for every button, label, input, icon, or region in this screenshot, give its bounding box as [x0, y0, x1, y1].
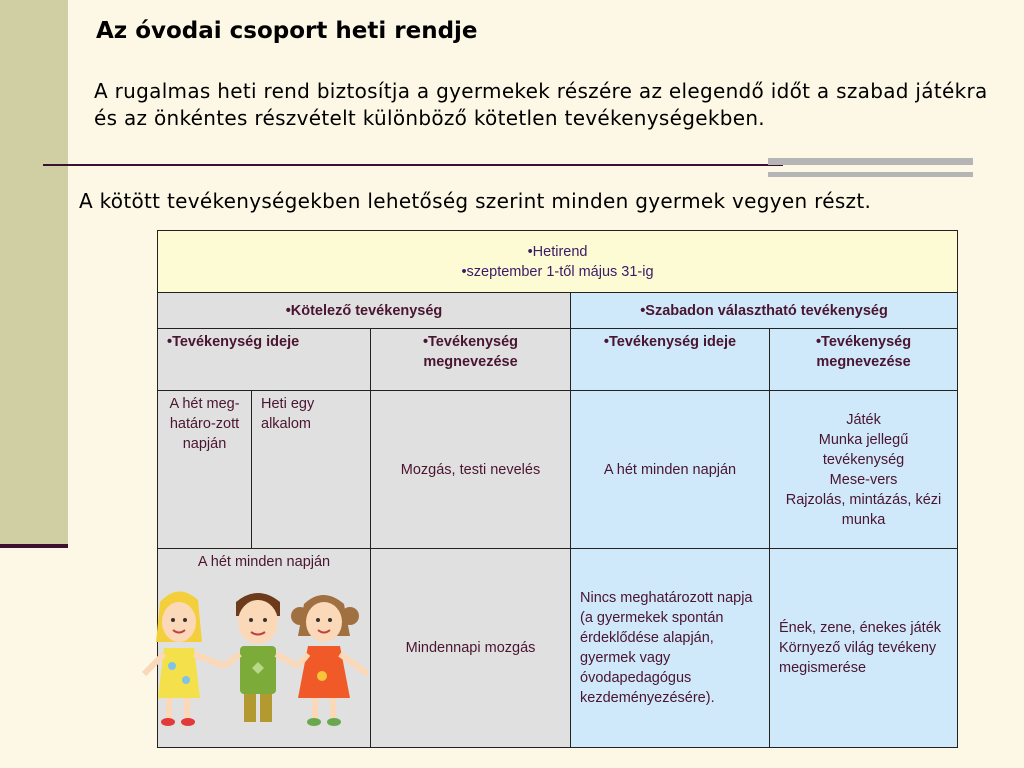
- activity-line: Mese-vers: [829, 471, 898, 488]
- children-illustration: [138, 582, 378, 732]
- decor-bar-bottom: [768, 172, 973, 177]
- subtitle: A kötött tevékenységekben lehetőség szerint minden gyermek vegyen részt.: [79, 189, 872, 213]
- row2-activity: Mindennapi mozgás: [371, 549, 571, 748]
- divider-line: [43, 164, 783, 166]
- girl-red-dress-figure: [291, 595, 368, 726]
- decor-bar-top: [768, 158, 973, 165]
- row1-day: A hét meg-határo-zott napján: [158, 391, 252, 549]
- activity-line: Környező világ tevékeny megismerése: [779, 640, 937, 676]
- girl-blonde-figure: [144, 591, 224, 726]
- activity-line: Rajzolás, mintázás, kézi munka: [785, 491, 942, 528]
- sub-time-mandatory: •Tevékenység ideje: [158, 329, 371, 391]
- header-line: •Hetirend: [527, 243, 588, 260]
- activity-line: Munka jellegű tevékenység: [818, 431, 909, 468]
- page-title: Az óvodai csoport heti rendje: [96, 18, 478, 44]
- left-decor-band: [0, 0, 68, 545]
- sub-time-optional: •Tevékenység ideje: [571, 329, 770, 391]
- sub-name-mandatory: •Tevékenység megnevezése: [371, 329, 571, 391]
- header-line: •szeptember 1-től május 31-ig: [461, 263, 654, 280]
- activity-line: Ének, zene, énekes játék: [779, 620, 942, 636]
- header-cell: [158, 231, 958, 293]
- col-mandatory: •Kötelező tevékenység: [158, 293, 571, 329]
- row1-freq: Heti egy alkalom: [252, 391, 371, 549]
- intro-paragraph: A rugalmas heti rend biztosítja a gyermekek részére az elegendő időt a szabad játékra és az önkéntes részvételt különböző kötetlen tevékenységekben.: [94, 79, 988, 130]
- row2-time: A hét minden napján: [158, 549, 371, 748]
- table-row: [158, 329, 958, 391]
- table-row: [158, 231, 958, 293]
- row2-opt-activities: [770, 549, 958, 748]
- table-row: [158, 293, 958, 329]
- table-row: [158, 391, 958, 549]
- row1-opt-time: A hét minden napján: [571, 391, 770, 549]
- left-decor-line: [0, 544, 68, 548]
- boy-figure: [224, 593, 298, 722]
- activity-line: Játék: [846, 411, 881, 428]
- row2-opt-time: Nincs meghatározott napja (a gyermekek spontán érdeklődése alapján, gyermek vagy óvodapedagógus kezdeményezésére).: [571, 549, 770, 748]
- row1-opt-activities: [770, 391, 958, 549]
- row1-activity: Mozgás, testi nevelés: [371, 391, 571, 549]
- col-optional: •Szabadon választható tevékenység: [571, 293, 958, 329]
- sub-name-optional: •Tevékenység megnevezése: [770, 329, 958, 391]
